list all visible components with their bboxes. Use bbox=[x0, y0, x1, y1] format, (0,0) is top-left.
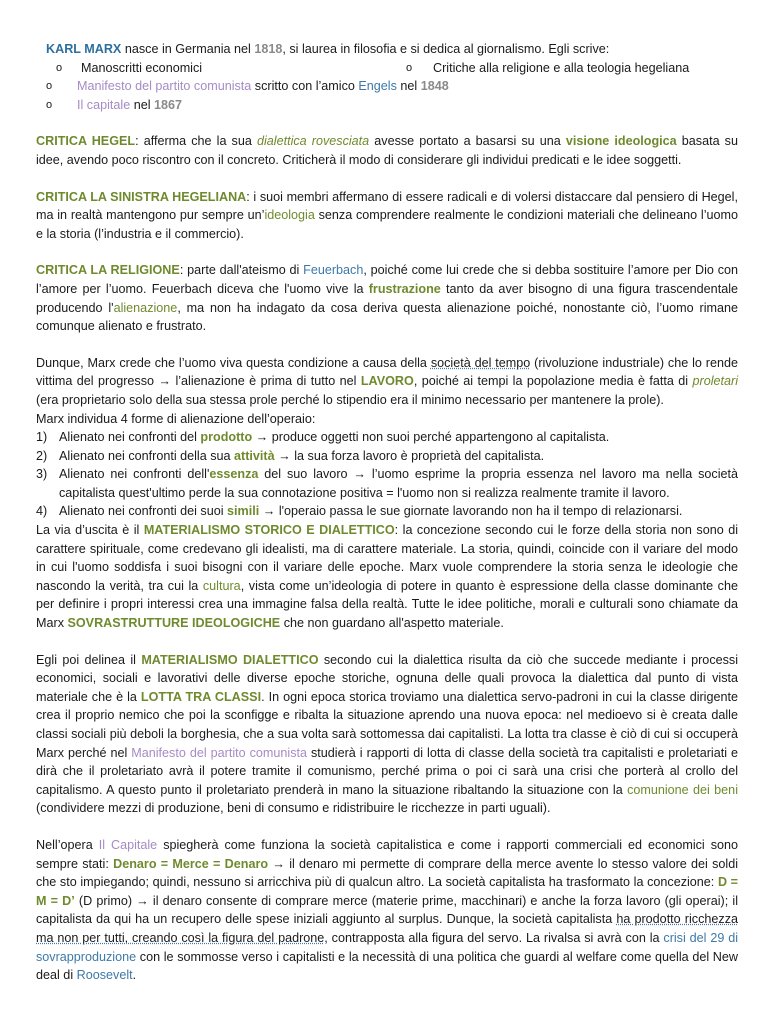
paragraph-via-uscita: La via d’uscita è il MATERIALISMO STORICO E DIALETTICO: la concezione secondo cui le forze della storia non sono di carattere spirituale, come credevano gli idealisti, ma di carattere materiale. La storia, quindi, coincide con il variare del modo in cui l'uomo soddisfa i suoi bisogni con il variare delle epoche. Marx vuole comprendere la storia senza le ideologie che nascondo la verità, tra cui la cultura, vista come un’ideologia di potere in quanto è espressione della classe dominante che per definire i propri interessi crea una immagine falsa della realtà. Tutte le idee politiche, morali e culturali sono chiamate da Marx SOVRASTRUTTURE IDEOLOGICHE che non guardano all'aspetto materiale. bbox=[36, 523, 738, 631]
engels-name: Engels bbox=[358, 79, 397, 94]
paragraph-il-capitale: Nell’opera Il Capitale spiegherà come funziona la società capitalistica e come i rapporti commerciali ed economici sono sempre stati: Denaro = Merce = Denaro → il denaro mi permette di comprare della merce avente lo stesso valore dei soldi che sto impiegando; quindi, nessuno si arricchiva più di qualcun altro. La società capitalista ha trasformato la concezione: D = M = D’ (D primo) → il denaro consente di comprare merce (materie prime, macchinari) e anche la forza lavoro (gli operai); il capitalista da qui ha un recupero delle spese iniziali aggiunto al surplus. Dunque, la società capitalista ha prodotto ricchezza ma non per tutti, creando così la figura del padrone, contrapposta alla figura del servo. La rivalsa si avrà con la crisi del 29 di sovrapproduzione con le sommosse verso i capitalisti e la necessità di una politica che guardi al welfare come quella del New deal di Roosevelt. bbox=[36, 837, 739, 983]
forme-list bbox=[36, 428, 738, 521]
forme-intro: Marx individua 4 forme di alienazione dell’operaio: bbox=[36, 411, 316, 426]
work-manoscritti: o Manoscritti economici bbox=[36, 59, 396, 78]
birth-year: 1818 bbox=[254, 42, 283, 56]
paragraph-critica-sinistra: CRITICA LA SINISTRA HEGELIANA: i suoi membri affermano di essere radicali e di volersi distaccare dal pensiero di Hegel, ma in realtà mantengono pur sempre un’ideologia senza comprendere realmente le condizioni materiali che delineano l’uomo e la storia (l’industria e il commercio). bbox=[36, 189, 738, 241]
paragraph-dunque: Dunque, Marx crede che l’uomo viva questa condizione a causa della società del tempo (rivoluzione industriale) che lo rende vittima del progresso → l’alienazione è prima di tutto nel LAVORO, poiché ai tempi la popolazione media è fatta di proletari (era proprietario solo della sua stessa prole perché lo stipendio era il minimo necessario per mantenere la prole). bbox=[36, 355, 738, 407]
list-item: 4) Alienato nei confronti dei suoi simili → l'operaio passa le sue giornate lavorando non ha il tempo di relazionarsi. bbox=[36, 504, 683, 519]
paragraph-critica-religione: CRITICA LA RELIGIONE: parte dall'ateismo di Feuerbach, poiché come lui crede che si debba sostituire l’amore per Dio con l’amore per l’uomo. Feuerbach diceva che l'uomo vive la frustrazione tanto da aver bisogno di una figura trascendentale producendo l'alienazione, ma non ha indagato da cosa deriva questa alienazione poiché, nonostante ciò, l’uomo rimane comunque alienato e frustrato. bbox=[36, 263, 739, 334]
works-row bbox=[36, 59, 738, 78]
paragraph-critica-hegel: CRITICA HEGEL: afferma che la sua dialettica rovesciata avesse portato a basarsi su una visione ideologica basata su idee, avendo poco riscontro con il concreto. Criticherà il modo di considerare gli individui predicati e le idee soggetti. bbox=[36, 134, 738, 167]
list-item: 1) Alienato nei confronti del prodotto → produce oggetti non suoi perché appartengono al capitalista. bbox=[36, 430, 610, 445]
work-capitale: o Il capitale nel 1867 bbox=[46, 96, 738, 115]
works-list bbox=[36, 77, 738, 114]
paragraph-materialismo-dialettico: Egli poi delinea il MATERIALISMO DIALETTICO secondo cui la dialettica risulta da ciò che succede mediante i processi economici, sociali e lavorativi delle diverse epoche storiche, ognuna delle quali provoca la dialettica dal punto di vista materiale che è la LOTTA TRA CLASSI. In ogni epoca storica troviamo una dialettica servo-padroni in cui la classe dirigente crea il proprio nemico che poi la sconfigge e ribalta la situazione aprendo una nuova epoca: nel medioevo si è creata dalle classi sociali più deboli la borghesia, che a sua volta sarà sottomessa dai capitalisti. La lotta tra classe è ciò di cui si occuperà Marx perché nel Manifesto del partito comunista studierà i rapporti di lotta di classe della società tra capitalisti e proletariati e dirà che il proletariato avrà il potere tramite il comunismo, perché prima o poi ci sarà una crisi che porterà al crollo del capitalismo. A questo punto il proletariato prenderà in mano la situazione ribaltando la situazione con la comunione dei beni (condividere mezzi di produzione, beni di consumo e ridistribuire le ricchezze in parti uguali). bbox=[36, 652, 739, 816]
work-critiche: o Critiche alla religione e alla teologia hegeliana bbox=[396, 59, 689, 78]
work-manifesto: o Manifesto del partito comunista scritto con l’amico Engels nel 1848 bbox=[46, 77, 738, 96]
list-item: 3) Alienato nei confronti dell'essenza del suo lavoro → l’uomo esprime la propria essenza nel lavoro ma nella società capitalista quest'ultimo perde la sua connotazione positiva = l'uomo non si realizza realmente tramite il lavoro. bbox=[36, 467, 739, 500]
list-item: 2) Alienato nei confronti della sua attività → la sua forza lavoro è proprietà del capitalista. bbox=[36, 448, 545, 463]
author-name: KARL MARX bbox=[46, 42, 122, 56]
intro-line: KARL MARX nasce in Germania nel 1818, si laurea in filosofia e si dedica al giornalismo. Egli scrive: bbox=[46, 42, 610, 56]
